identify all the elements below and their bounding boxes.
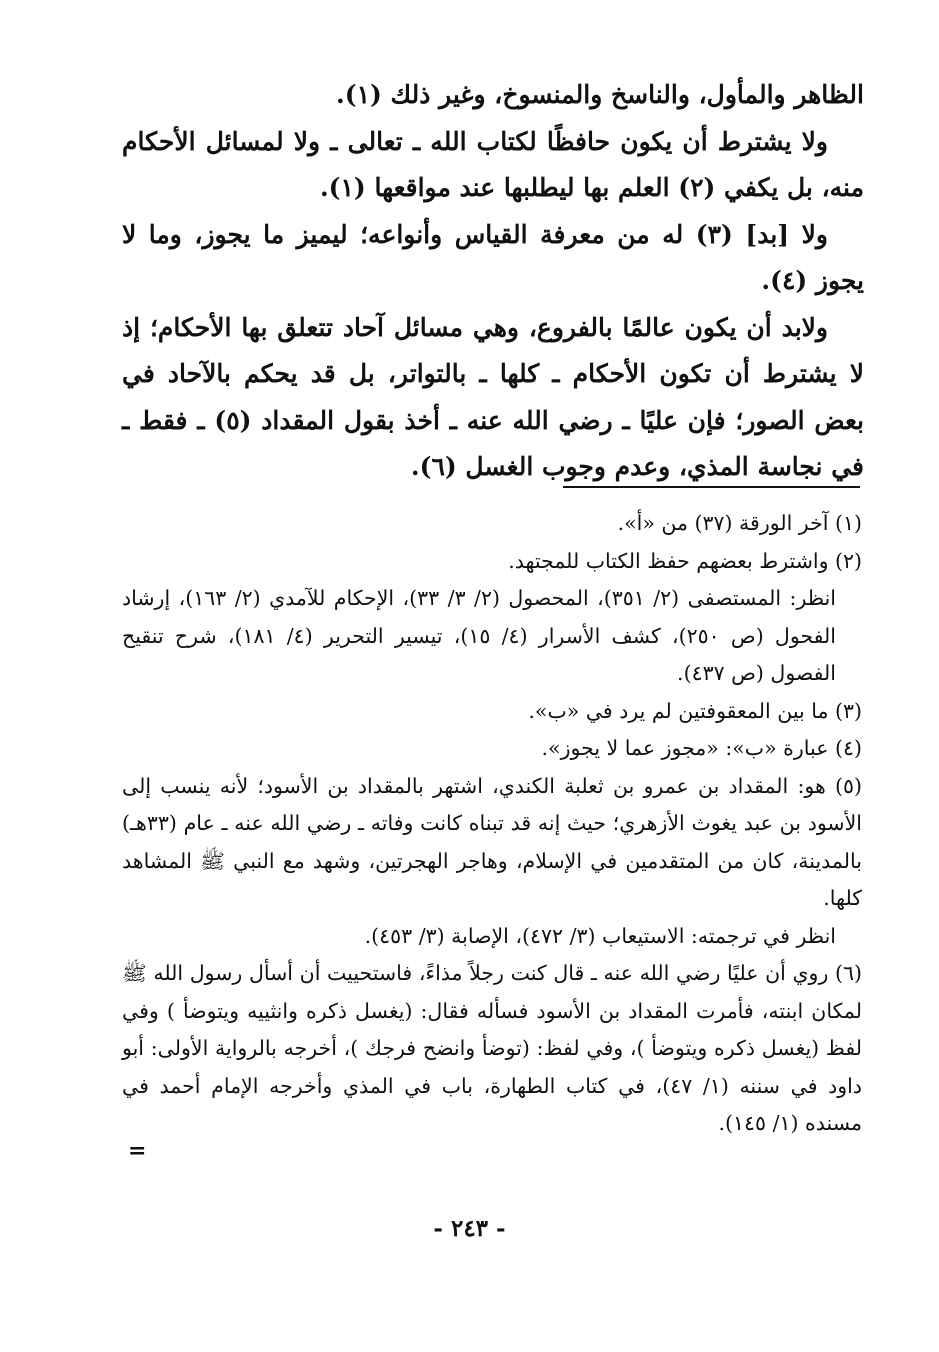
continuation-mark: = [128, 1138, 147, 1164]
paragraph-4: ولابد أن يكون عالمًا بالفروع، وهي مسائل آحاد تتعلق بها الأحكام؛ إذ لا يشترط أن تكون الأحكام ـ كلها ـ بالتواتر، بل قد يحكم بالآحاد في بعض الصور؛ فإن عليًا ـ رضي الله عنه ـ أخذ بقول المقداد (٥) ـ فقط ـ في نجاسة المذي، وعدم وجوب الغسل (٦). [122, 312, 865, 481]
footnotes [122, 505, 862, 1143]
footnote-6: (٦) روي أن عليًا رضي الله عنه ـ قال كنت رجلاً مذاءً، فاستحييت أن أسأل رسول الله ﷺ لمكان ابنته، فأمرت المقداد بن الأسود فسأله فقال: (يغسل ذكره وانثييه ويتوضأ ) وفي لفظ (يغسل ذكره ويتوضأ )، وفي لفظ: (توضأ وانضح فرجك )، أخرجه بالرواية الأولى: أبو داود في سننه (١/ ٤٧)، في كتاب الطهارة، باب في المذي وأخرجه الإمام أحمد في مسنده (١/ ١٤٥). [122, 961, 862, 1135]
paragraph-2: ولا يشترط أن يكون حافظًا لكتاب الله ـ تعالى ـ ولا لمسائل الأحكام منه، بل يكفي (٢) العلم بها ليطلبها عند مواقعها (١). [122, 126, 864, 202]
footnote-separator [563, 486, 860, 488]
paragraph-3: ولا [بد] (٣) له من معرفة القياس وأنواعه؛ ليميز ما يجوز، وما لا يجوز (٤). [122, 219, 864, 295]
paragraph-1: الظاهر والمأول، والناسخ والمنسوخ، وغير ذلك (١). [336, 80, 864, 109]
footnote-3: (٣) ما بين المعقوفتين لم يرد في «ب». [528, 698, 862, 723]
footnote-5: (٥) هو: المقداد بن عمرو بن ثعلبة الكندي، اشتهر بالمقداد بن الأسود؛ لأنه ينسب إلى الأسود بن عبد يغوث الأزهري؛ حيث إنه قد تبناه كانت وفاته ـ رضي الله عنه ـ عام (٣٣هـ) بالمدينة، كان من المتقدمين في الإسلام، وهاجر الهجرتين، وشهد مع النبي ﷺ المشاهد كلها. [122, 773, 862, 910]
footnote-4: (٤) عبارة «ب»: «مجوز عما لا يجوز». [541, 736, 862, 760]
footnote-1: (١) آخر الورقة (٣٧) من «أ». [617, 511, 862, 535]
footnote-5-references: انظر في ترجمته: الاستيعاب (٣/ ٤٧٢)، الإصابة (٣/ ٤٥٣). [364, 923, 836, 948]
footnote-2-references: انظر: المستصفى (٢/ ٣٥١)، المحصول (٢/ ٣/ ٣٣)، الإحكام للآمدي (٢/ ١٦٣)، إرشاد الفحول (ص ٢٥٠)، كشف الأسرار (٤/ ١٥)، تيسير التحرير (٤/ ١٨١)، شرح تنقيح الفصول (ص ٤٣٧). [122, 586, 836, 685]
page-number: - ٢٤٣ - [433, 1215, 506, 1242]
footnote-2: (٢) واشترط بعضهم حفظ الكتاب للمجتهد. [508, 548, 862, 573]
main-text [122, 72, 864, 491]
